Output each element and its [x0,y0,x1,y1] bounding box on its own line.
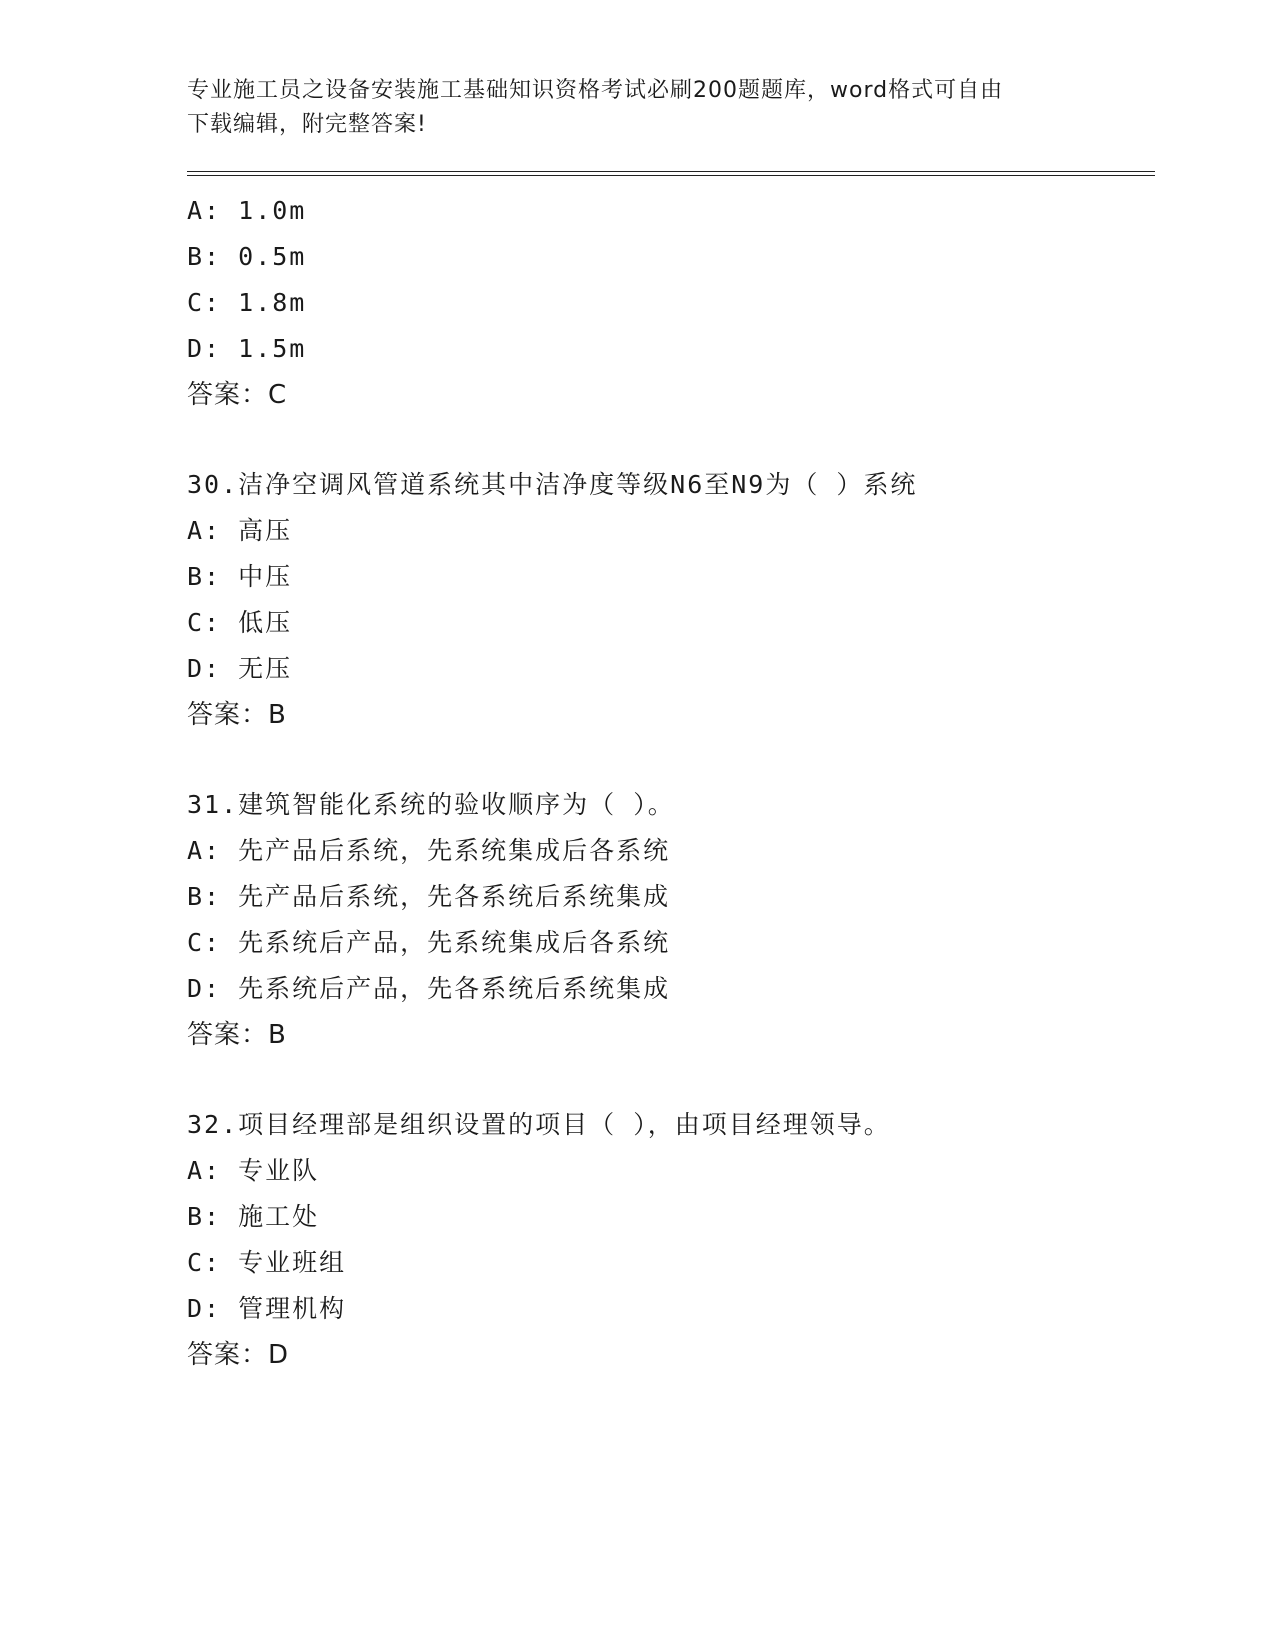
option-d: D: 先系统后产品，先各系统后系统集成 [187,974,671,1003]
header-title-line-1: 专业施工员之设备安装施工基础知识资格考试必刷200题题库，word格式可自由 [187,78,1004,103]
header-divider-bottom [187,175,1155,176]
header-title-line-2: 下载编辑，附完整答案! [187,112,427,137]
option-c: C: 1.8m [187,288,307,317]
option-c: C: 先系统后产品，先系统集成后各系统 [187,928,671,957]
question-list [187,188,1167,1378]
spacer [187,738,1167,782]
option-a: A: 高压 [187,516,293,545]
answer-text: 答案：B [187,700,287,730]
option-b: B: 施工处 [187,1202,320,1231]
answer-text: 答案：C [187,380,288,410]
option-c: C: 专业班组 [187,1248,347,1277]
question-text: 30.洁净空调风管道系统其中洁净度等级N6至N9为（ ）系统 [187,470,918,499]
question-block-29 [187,188,1167,418]
question-block-30 [187,462,1167,738]
option-b: B: 0.5m [187,242,307,271]
document-header [187,74,1067,142]
option-b: B: 中压 [187,562,293,591]
option-a: A: 专业队 [187,1156,320,1185]
answer-text: 答案：B [187,1020,287,1050]
spacer [187,1058,1167,1102]
question-text: 32.项目经理部是组织设置的项目（ ），由项目经理领导。 [187,1110,891,1139]
header-divider-top [187,171,1155,172]
option-d: D: 无压 [187,654,293,683]
spacer [187,418,1167,462]
question-block-31 [187,782,1167,1058]
option-a: A: 1.0m [187,196,307,225]
option-a: A: 先产品后系统，先系统集成后各系统 [187,836,671,865]
option-d: D: 1.5m [187,334,307,363]
answer-text: 答案：D [187,1340,290,1370]
option-b: B: 先产品后系统，先各系统后系统集成 [187,882,671,911]
question-block-32 [187,1102,1167,1378]
option-d: D: 管理机构 [187,1294,347,1323]
option-c: C: 低压 [187,608,293,637]
question-text: 31.建筑智能化系统的验收顺序为（ ）。 [187,790,675,819]
